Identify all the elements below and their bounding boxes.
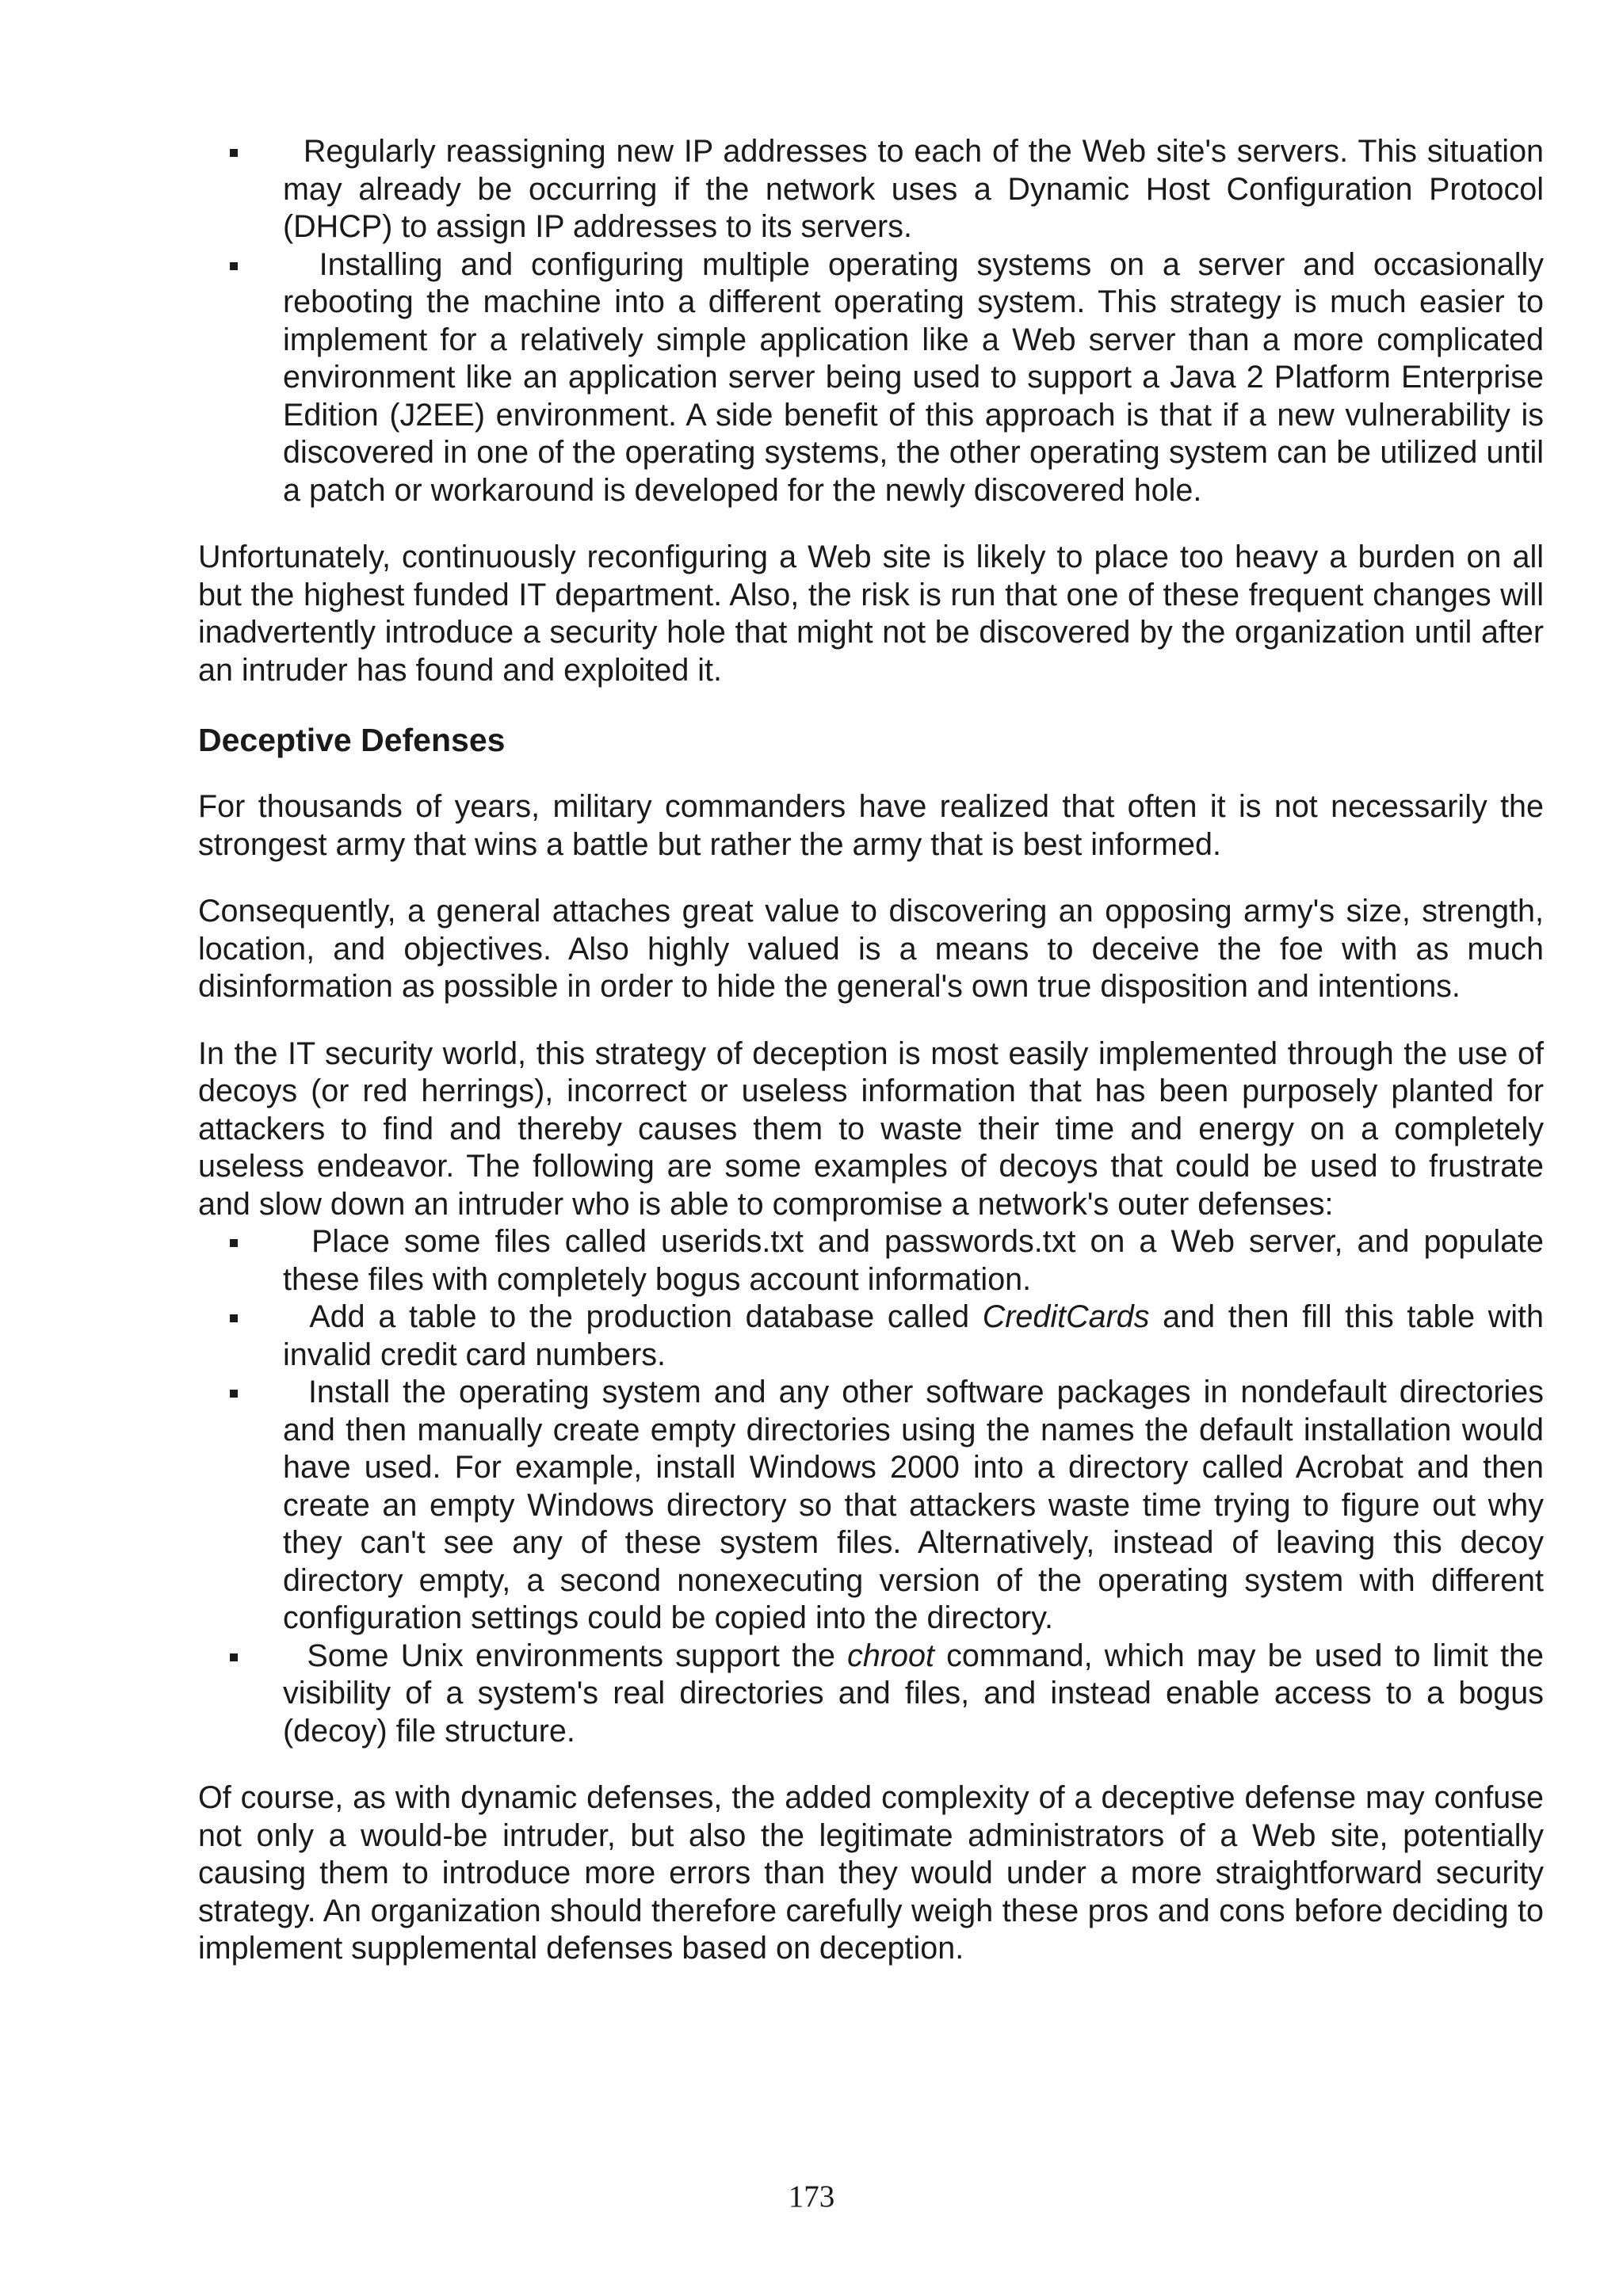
paragraph: Of course, as with dynamic defenses, the added complexity of a deceptive defense may confuse not only a would-be intruder, but also the legitimate administrators of a Web site, potentially causing them to introduce more errors than they would under a more straightforward security strategy. An organization should therefore carefully weigh these pros and cons before deciding to implement supplemental defenses based on deception. [198, 1780, 1544, 1966]
italic-term: CreditCards [982, 1299, 1150, 1334]
document-page [198, 133, 1544, 1968]
bullet-list-decoys [198, 1223, 1544, 1750]
square-bullet-icon [230, 149, 238, 157]
paragraph: Unfortunately, continuously reconfiguring a Web site is likely to place too heavy a burden on all but the highest funded IT department. Also, the risk is run that one of these frequent changes will inadvertently introduce a security hole that might not be discovered by the organization until after an intruder has found and exploited it. [198, 540, 1544, 688]
text-run: command, which may be used to limit the visibility of a system's real directories and files, and instead enable access to a bogus (decoy) file structure. [283, 1638, 1544, 1749]
list-item [198, 1223, 1544, 1299]
paragraph: In the IT security world, this strategy of deception is most easily implemented through the use of decoys (or red herrings), incorrect or useless information that has been purposely planted for attackers to find and thereby causes them to waste their time and energy on a completely useless endeavor. The following are some examples of decoys that could be used to frustrate and slow down an intruder who is able to compromise a network's outer defenses: [198, 1035, 1544, 1222]
list-item-text [283, 1638, 1544, 1749]
square-bullet-icon [230, 1239, 238, 1247]
section-heading: Deceptive Defenses [198, 722, 506, 758]
list-item [198, 246, 1544, 510]
list-item-text: Install the operating system and any other software packages in nondefault directories and then manually create empty directories using the names the default installation would have used. For example, install Windows 2000 into a directory called Acrobat and then create an empty Windows directory so that attackers waste time trying to figure out why they can't see any of these system files. Alternatively, instead of leaving this decoy directory empty, a second nonexecuting version of the operating system with different configuration settings could be copied into the directory. [283, 1375, 1544, 1635]
italic-term: chroot [847, 1638, 934, 1673]
paragraph: For thousands of years, military commanders have realized that often it is not necessarily the strongest army that wins a battle but rather the army that is best informed. [198, 789, 1544, 862]
list-item [198, 133, 1544, 246]
square-bullet-icon [230, 1390, 238, 1398]
page-number: 173 [788, 2180, 835, 2214]
text-run: and then fill this table with invalid credit card numbers. [283, 1299, 1544, 1372]
list-item-text [283, 1299, 1544, 1372]
list-item [198, 1374, 1544, 1638]
square-bullet-icon [230, 1314, 238, 1322]
square-bullet-icon [230, 262, 238, 270]
paragraph: Consequently, a general attaches great value to discovering an opposing army's size, strength, location, and objectives. Also highly valued is a means to deceive the foe with as much disinformation as possible in order to hide the general's own true disposition and intentions. [198, 894, 1544, 1004]
list-item [198, 1299, 1544, 1374]
list-item [198, 1638, 1544, 1751]
list-item-text: Regularly reassigning new IP addresses to each of the Web site's servers. This situation may already be occurring if the network uses a Dynamic Host Configuration Protocol (DHCP) to assign IP addresses to its servers. [283, 134, 1545, 244]
list-item-text: Installing and configuring multiple operating systems on a server and occasionally rebooting the machine into a different operating system. This strategy is much easier to implement for a relatively simple application like a Web server than a more complicated environment like an application server being used to support a Java 2 Platform Enterprise Edition (J2EE) environment. A side benefit of this approach is that if a new vulnerability is discovered in one of the operating systems, the other operating system can be utilized until a patch or workaround is developed for the newly discovered hole. [283, 246, 1545, 508]
text-run: Add a table to the production database called [309, 1299, 983, 1334]
text-run: Some Unix environments support the [307, 1638, 848, 1673]
square-bullet-icon [230, 1653, 238, 1661]
list-item-text: Place some files called userids.txt and passwords.txt on a Web server, and populate these files with completely bogus account information. [283, 1224, 1544, 1297]
bullet-list-dynamic-defenses [198, 133, 1544, 509]
